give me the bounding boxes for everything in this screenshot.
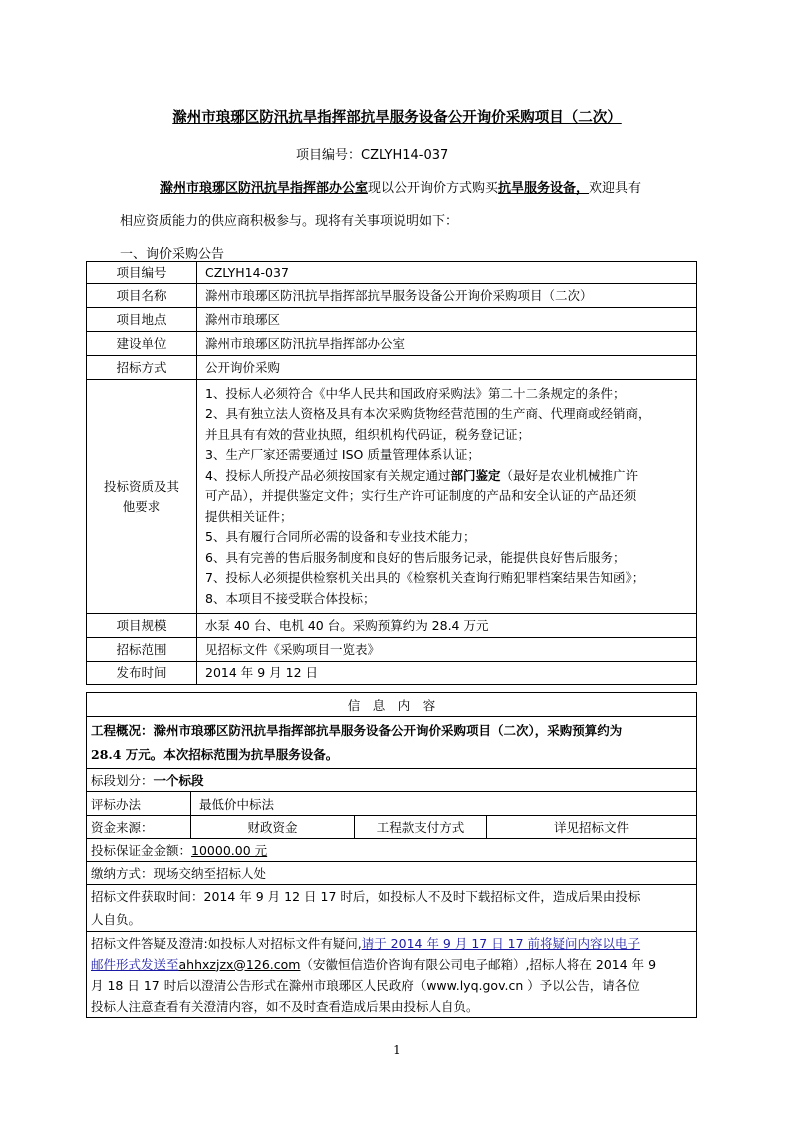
row-label: 项目地点 — [87, 308, 197, 332]
info-header: 信 息 内 容 — [87, 693, 697, 717]
deposit-value: 10000.00 元 — [191, 843, 268, 858]
get-doc-cell — [87, 885, 697, 932]
requirement-item: 5、具有履行合同所必需的设备和专业技术能力； — [205, 529, 476, 545]
table-row — [87, 717, 697, 769]
qa-line: 月 18 日 17 时后以澄清公告形式在滁州市琅琊区人民政府（www.lyq.gov.cn ）予以公告，请各位 — [91, 977, 640, 993]
table-row — [87, 816, 697, 839]
table-row — [87, 693, 697, 717]
row-label: 项目编号 — [87, 262, 197, 284]
eval-value: 最低价中标法 — [191, 792, 697, 816]
fund-value: 财政资金 — [191, 816, 355, 839]
intro-item: 抗旱服务设备， — [498, 181, 590, 196]
intro-line-2: 相应资质能力的供应商积极参与。现将有关事项说明如下： — [120, 214, 459, 229]
lot-cell — [87, 769, 697, 792]
row-label: 建设单位 — [87, 332, 197, 356]
row-value: CZLYH14-037 — [197, 262, 697, 284]
requirement-text: 4、投标人所投产品必须按国家有关规定通过 — [205, 467, 451, 483]
table-row — [87, 262, 697, 284]
requirement-item: 1、投标人必须符合《中华人民共和国政府采购法》第二十二条规定的条件； — [205, 385, 626, 401]
announcement-table — [86, 261, 697, 685]
qa-line — [91, 933, 692, 954]
requirement-item: 3、生产厂家还需要通过 ISO 质量管理体系认证； — [205, 447, 480, 463]
table-row — [87, 792, 697, 816]
requirement-item: 可产品），并提供鉴定文件；实行生产许可证制度的产品和安全认证的产品还须 — [205, 488, 637, 504]
table-row — [87, 862, 697, 885]
project-number: 项目编号：CZLYH14-037 — [296, 148, 449, 163]
table-row — [87, 380, 697, 614]
table-row — [87, 614, 697, 638]
row-label: 项目名称 — [87, 284, 197, 308]
qa-link[interactable]: 请于 2014 年 9 月 17 日 17 前将疑问内容以电子 — [361, 935, 641, 951]
lot-value: 一个标段 — [153, 773, 204, 788]
row-label: 招标方式 — [87, 356, 197, 380]
document-title: 滁州市琅琊区防汛抗旱指挥部抗旱服务设备公开询价采购项目（二次） — [172, 109, 622, 126]
table-row — [87, 308, 697, 332]
row-value: 公开询价采购 — [197, 356, 697, 380]
fund-label: 资金来源： — [87, 816, 191, 839]
table-row — [87, 332, 697, 356]
pay-value: 详见招标文件 — [487, 816, 697, 839]
email-link[interactable]: ahhxzjzx@126.com — [178, 956, 301, 972]
requirement-text: （最好是农业机械推广许 — [500, 467, 638, 483]
lot-label: 标段划分： — [91, 773, 154, 788]
get-doc-line: 人自负。 — [91, 912, 142, 927]
pay-method: 缴纳方式：现场交纳至招标人处 — [87, 862, 697, 885]
page-number: 1 — [393, 1043, 401, 1057]
requirement-item: 并且具有有效的营业执照，组织机构代码证，税务登记证； — [205, 426, 531, 442]
row-label: 发布时间 — [87, 662, 197, 685]
pay-label: 工程款支付方式 — [355, 816, 487, 839]
row-value: 2014 年 9 月 12 日 — [197, 662, 697, 685]
row-label — [87, 380, 197, 614]
intro-line-1 — [160, 177, 641, 196]
table-row — [87, 638, 697, 662]
row-value: 滁州市琅琊区 — [197, 308, 697, 332]
requirement-item: 7、投标人必须提供检察机关出具的《检察机关查询行贿犯罪档案结果告知函》； — [205, 570, 645, 586]
requirement-emphasis: 部门鉴定 — [450, 467, 501, 483]
overview-line: 28.4 万元。本次招标范围为抗旱服务设备。 — [91, 746, 339, 762]
eval-label: 评标办法 — [87, 792, 191, 816]
qa-line — [91, 954, 692, 975]
overview-line: 工程概况：滁州市琅琊区防汛抗旱指挥部抗旱服务设备公开询价采购项目（二次），采购预算约为 — [91, 722, 623, 738]
table-row — [87, 662, 697, 685]
table-row — [87, 356, 697, 380]
row-value: 滁州市琅琊区防汛抗旱指挥部办公室 — [197, 332, 697, 356]
row-label: 招标范围 — [87, 638, 197, 662]
requirement-item — [205, 466, 692, 487]
row-value: 滁州市琅琊区防汛抗旱指挥部抗旱服务设备公开询价采购项目（二次） — [197, 284, 697, 308]
qa-cell — [87, 932, 697, 1018]
row-value: 水泵 40 台、电机 40 台。采购预算约为 28.4 万元 — [197, 614, 697, 638]
requirement-item: 提供相关证件； — [205, 508, 293, 524]
intro-org: 滁州市琅琊区防汛抗旱指挥部办公室 — [160, 181, 369, 196]
info-table — [86, 692, 697, 1018]
req-label-line: 他要求 — [122, 498, 161, 514]
table-row — [87, 885, 697, 932]
intro-tail: 欢迎具有 — [589, 181, 642, 196]
qa-line: 投标人注意查看有关澄清内容，如不及时查看造成后果由投标人自负。 — [91, 998, 479, 1014]
qa-text: 招标文件答疑及澄清:如投标人对招标文件有疑问, — [91, 935, 362, 951]
table-row — [87, 932, 697, 1018]
qa-link[interactable]: 邮件形式发送至 — [91, 956, 179, 972]
intro-mid: 现以公开询价方式购买 — [368, 181, 499, 196]
requirement-item: 8、本项目不接受联合体投标； — [205, 590, 376, 606]
deposit-cell — [87, 839, 697, 862]
requirement-item: 6、具有完善的售后服务制度和良好的售后服务记录，能提供良好售后服务； — [205, 549, 626, 565]
row-value: 见招标文件《采购项目一览表》 — [197, 638, 697, 662]
section-heading: 一、询价采购公告 — [120, 247, 225, 262]
table-row — [87, 769, 697, 792]
overview-cell — [87, 717, 697, 769]
get-doc-line: 招标文件获取时间：2014 年 9 月 12 日 17 时后，如投标人不及时下载招标文件，造成后果由投标 — [91, 889, 641, 904]
table-row — [87, 839, 697, 862]
deposit-label: 投标保证金金额： — [91, 843, 192, 858]
qa-text: （安徽恒信造价咨询有限公司电子邮箱）,招标人将在 2014 年 9 — [300, 956, 657, 972]
row-label: 项目规模 — [87, 614, 197, 638]
table-row — [87, 284, 697, 308]
requirement-item: 2、具有独立法人资格及具有本次采购货物经营范围的生产商、代理商或经销商， — [205, 406, 651, 422]
requirements-cell — [197, 380, 697, 614]
req-label-line: 投标资质及其 — [103, 478, 179, 494]
